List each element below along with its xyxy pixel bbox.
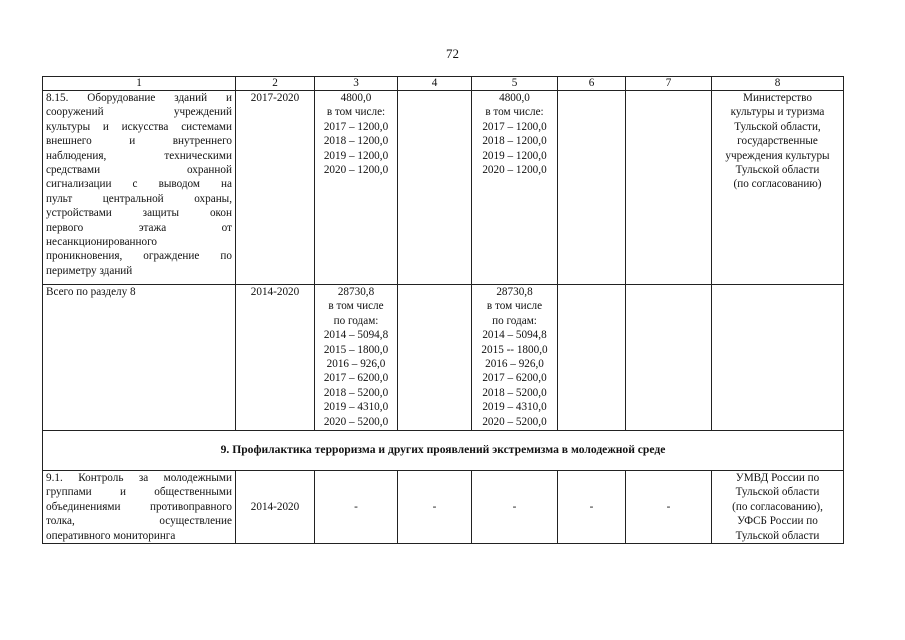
table-row <box>43 285 844 431</box>
cell-line: УФСБ России по <box>737 515 818 528</box>
cell-line: 4800,0 <box>340 92 372 104</box>
cell-line: внешнего и внутреннего <box>46 135 232 148</box>
executor-cell <box>712 471 844 544</box>
empty-dash: - <box>666 500 671 513</box>
header-cell: 7 <box>626 77 712 91</box>
total-funding-cell <box>315 91 398 285</box>
period-cell <box>236 91 315 285</box>
cell-line: Министерство <box>743 92 812 104</box>
cell-line: 2017 – 6200,0 <box>323 372 389 385</box>
col7-cell <box>626 91 712 285</box>
col5-funding-cell <box>472 91 558 285</box>
col7-cell <box>626 285 712 431</box>
measure-name-cell <box>43 471 236 544</box>
cell-line: 28730,8 <box>337 286 375 298</box>
empty-dash: - <box>589 500 594 513</box>
cell-line: 2018 – 1200,0 <box>482 135 547 148</box>
col4-cell <box>398 91 472 285</box>
cell-line: оперативного мониторинга <box>46 529 176 542</box>
cell-line: 2020 – 5200,0 <box>323 415 389 428</box>
cell-line: (по согласованию), <box>732 500 823 513</box>
cell-line: 2019 – 4310,0 <box>482 401 547 414</box>
cell-line: 2019 – 1200,0 <box>323 149 389 162</box>
cell-line: Тульской области <box>735 164 820 177</box>
cell-line: 8.15. Оборудование зданий и <box>46 92 232 104</box>
header-cell: 3 <box>315 77 398 91</box>
cell-line: 9.1. Контроль за молодежными <box>46 472 232 484</box>
cell-line: пульт центральной охраны, <box>46 192 232 205</box>
cell-line: 2020 – 1200,0 <box>323 164 389 177</box>
section-title: 9. Профилактика терроризма и других проявлений экстремизма в молодежной среде <box>43 431 844 471</box>
cell-line: 2018 – 5200,0 <box>323 386 389 399</box>
cell-line: 2019 – 1200,0 <box>482 149 547 162</box>
col5-cell <box>472 471 558 544</box>
cell-line: несанкционированного <box>46 236 158 249</box>
cell-line: 2014 – 5094,8 <box>323 329 389 342</box>
col7-cell <box>626 471 712 544</box>
measures-table <box>42 76 844 544</box>
cell-line: учреждения культуры <box>725 149 830 162</box>
executor-cell <box>712 91 844 285</box>
cell-line: сигнализации с выводом на <box>46 178 232 191</box>
cell-line: в том числе <box>486 300 543 313</box>
total-funding-cell <box>315 285 398 431</box>
cell-line: толка, осуществление <box>46 515 232 528</box>
cell-line: 2015 -- 1800,0 <box>481 343 548 356</box>
header-cell: 2 <box>236 77 315 91</box>
col5-funding-cell <box>472 285 558 431</box>
cell-line: Всего по разделу 8 <box>46 286 136 298</box>
cell-line: 2017 – 1200,0 <box>323 120 389 133</box>
period-cell <box>236 471 315 544</box>
section-heading-row <box>43 431 844 471</box>
cell-line: по годам: <box>492 314 537 327</box>
cell-line: 2017 – 6200,0 <box>482 372 547 385</box>
cell-line: наблюдения, техническими <box>46 149 232 162</box>
cell-line: 28730,8 <box>496 286 533 298</box>
empty-dash: - <box>512 500 517 513</box>
col6-cell <box>558 285 626 431</box>
cell-line: 2016 – 926,0 <box>485 358 544 371</box>
cell-line: сооружений учреждений <box>46 106 232 119</box>
period-text: 2014-2020 <box>250 286 300 298</box>
header-cell: 5 <box>472 77 558 91</box>
empty-dash: - <box>354 500 358 513</box>
table-row <box>43 91 844 285</box>
cell-line: культуры и искусства системами <box>46 120 232 133</box>
cell-line: устройствами защиты окон <box>46 207 232 220</box>
col4-cell <box>398 471 472 544</box>
col3-cell <box>315 471 398 544</box>
cell-line: культуры и туризма <box>730 106 825 119</box>
cell-line: проникновения, ограждение по <box>46 250 232 263</box>
cell-line: 2018 – 1200,0 <box>323 135 389 148</box>
cell-line: объединениями противоправного <box>46 500 232 513</box>
table-row <box>43 471 844 544</box>
cell-line: в том числе <box>328 300 384 313</box>
section-total-label-cell <box>43 285 236 431</box>
cell-line: Тульской области <box>735 486 820 499</box>
cell-line: в том числе: <box>485 106 544 119</box>
empty-dash: - <box>432 500 437 513</box>
header-cell: 8 <box>712 77 844 91</box>
cell-line: (по согласованию) <box>733 178 822 191</box>
cell-line: 2019 – 4310,0 <box>323 401 389 414</box>
cell-line: 2017 – 1200,0 <box>482 120 547 133</box>
col6-cell <box>558 91 626 285</box>
executor-cell <box>712 285 844 431</box>
cell-line: средствами охранной <box>46 164 232 177</box>
cell-line: группами и общественными <box>46 486 232 499</box>
cell-line: 2020 – 5200,0 <box>482 415 547 428</box>
header-cell: 6 <box>558 77 626 91</box>
cell-line: Тульской области <box>735 529 820 542</box>
cell-line: 2020 – 1200,0 <box>482 164 547 177</box>
header-cell: 1 <box>43 77 236 91</box>
cell-line: государственные <box>737 135 818 148</box>
cell-line: первого этажа от <box>46 221 232 234</box>
cell-line: по годам: <box>333 314 379 327</box>
header-row <box>43 77 844 91</box>
cell-line: 2015 – 1800,0 <box>323 343 389 356</box>
cell-line: 2014 – 5094,8 <box>482 329 547 342</box>
col4-cell <box>398 285 472 431</box>
cell-line: УМВД России по <box>735 472 820 484</box>
period-text: 2017-2020 <box>250 92 300 104</box>
col6-cell <box>558 471 626 544</box>
cell-line: в том числе: <box>326 106 386 119</box>
cell-line: 2016 – 926,0 <box>326 358 386 371</box>
header-cell: 4 <box>398 77 472 91</box>
cell-line: 4800,0 <box>499 92 530 104</box>
measure-name-cell <box>43 91 236 285</box>
cell-line: 2018 – 5200,0 <box>482 386 547 399</box>
page-number: 72 <box>446 46 459 61</box>
period-text: 2014-2020 <box>250 500 300 513</box>
cell-line: Тульской области, <box>734 120 821 133</box>
cell-line: периметру зданий <box>46 264 133 277</box>
period-cell <box>236 285 315 431</box>
